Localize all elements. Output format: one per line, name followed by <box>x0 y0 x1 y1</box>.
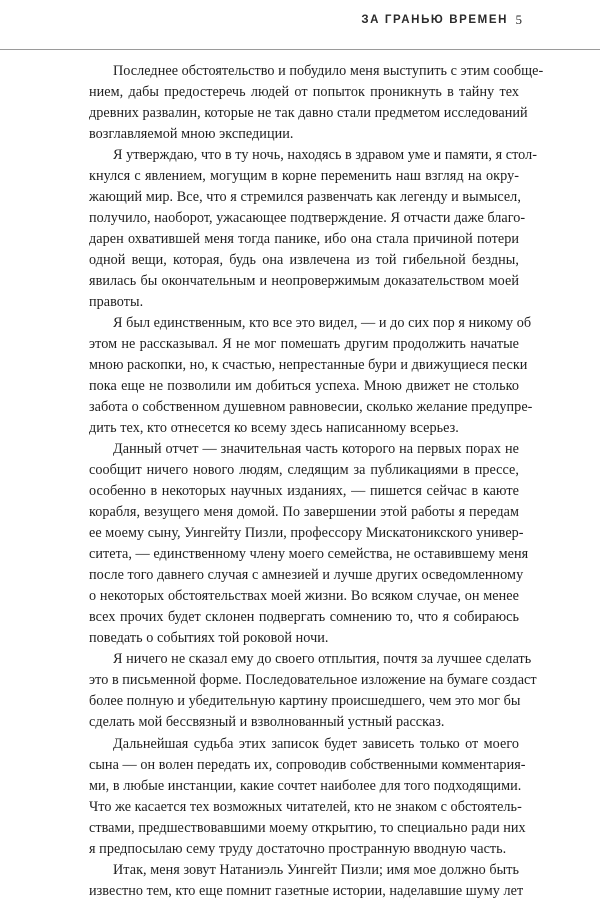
text-line: особенно в некоторых научных изданиях, — пишется сейчас в каюте <box>89 483 519 500</box>
page-number: 5 <box>515 12 522 27</box>
text-line: известно тем, кто еще помнит газетные истории, наделавшие шуму лет <box>89 882 524 899</box>
text-line: Я был единственным, кто все это видел, — и до сих пор я никому об <box>113 315 532 332</box>
text-line: это в письменной форме. Последовательное изложение на бумаге создаст <box>89 672 537 689</box>
text-line: жающий мир. Все, что я стремился развенчать как легенду и вымысел, <box>89 189 521 206</box>
paragraph <box>89 439 529 649</box>
text-line: Последнее обстоятельство и побудило меня выступить с этим сообще- <box>113 63 544 79</box>
text-line: ствами, предшествовавшими моему открытию, то специально ради них <box>89 819 526 836</box>
text-line: всех прочих будет склонен подвергать сомнению то, что я собираюсь <box>89 609 519 626</box>
text-line: правоты. <box>89 294 144 311</box>
text-line: одной вещи, которая, будь она извлечена из той гибельной бездны, <box>89 252 519 269</box>
text-line: более полную и убедительную картину происшедшего, чем это мог бы <box>89 693 521 710</box>
text-line: после того давнего случая с амнезией и лучше других осведомленному <box>89 567 524 584</box>
running-head-title: ЗА ГРАНЬЮ ВРЕМЕН <box>361 14 508 26</box>
paragraph <box>89 734 526 860</box>
text-line: получило, наоборот, ужасающее подтверждение. Я отчасти даже благо- <box>89 210 526 227</box>
text-line: дить тех, кто отнесется ко всему здесь написанному всерьез. <box>89 420 459 437</box>
text-line: Дальнейшая судьба этих записок будет зависеть только от моего <box>113 735 519 752</box>
text-line: ми, в любые инстанции, какие сочтет наиболее для того подходящими. <box>89 777 522 794</box>
text-line: сына — он волен передать их, сопроводив собственными комментария- <box>89 756 526 773</box>
paragraph <box>89 649 537 733</box>
paragraph <box>89 860 524 902</box>
text-line: сообщит ничего нового людям, следящим за публикациями в прессе, <box>89 462 519 479</box>
text-line: древних развалин, которые не так давно стали предметом исследований <box>89 105 528 122</box>
text-line: Что же касается тех возможных читателей, кто не знаком с обстоятель- <box>89 798 522 815</box>
text-line: явилась бы окончательным и неопровержимым доказательством моей <box>89 273 519 290</box>
text-line: Я ничего не сказал ему до своего отплытия, почтя за лучшее сделать <box>113 651 532 668</box>
text-line: дарен охватившей меня тогда панике, ибо она стала причиной потери <box>89 231 519 248</box>
body-text <box>89 61 544 902</box>
paragraph <box>89 61 544 145</box>
text-line: ее моему сыну, Уингейту Пизли, профессору Мискатоникского универ- <box>89 525 524 542</box>
text-line: корабля, везущего меня домой. По завершении этой работы я передам <box>89 504 519 521</box>
text-line: кнулся с явлением, могущим в корне переменить наш взгляд на окру- <box>89 168 519 185</box>
text-line: мною раскопки, но, к счастью, непрестанные бури и движущиеся пески <box>89 357 528 374</box>
paragraph <box>89 313 533 439</box>
text-line: Итак, меня зовут Натаниэль Уингейт Пизли; имя мое должно быть <box>113 861 519 878</box>
text-line: возглавляемой мною экспедиции. <box>89 126 294 143</box>
text-line: о некоторых обстоятельствах моей жизни. Во всяком случае, он менее <box>89 588 519 605</box>
text-line: Данный отчет — значительная часть которого на первых порах не <box>113 441 519 458</box>
text-line: этом не рассказывал. Я не мог помешать другим продолжить начатые <box>89 336 519 353</box>
paragraph <box>89 145 538 313</box>
header-rule <box>0 0 600 50</box>
text-line: нием, дабы предостеречь людей от попыток проникнуть в тайну тех <box>89 84 519 101</box>
text-line: Я утверждаю, что в ту ночь, находясь в здравом уме и памяти, я стол- <box>113 147 538 164</box>
text-line: ситета, — единственному члену моего семейства, не оставившему меня <box>89 546 529 563</box>
text-line: я предпосылаю сему труду достаточно пространную вводную часть. <box>89 840 507 857</box>
text-line: сделать мой бессвязный и взволнованный устный рассказ. <box>89 714 445 731</box>
text-line: пока еще не позволили им добиться успеха. Мною движет не столько <box>89 378 519 395</box>
text-line: поведать о событиях той роковой ночи. <box>89 630 329 647</box>
text-line: забота о собственном душевном равновесии, сколько желание предупре- <box>89 399 533 416</box>
